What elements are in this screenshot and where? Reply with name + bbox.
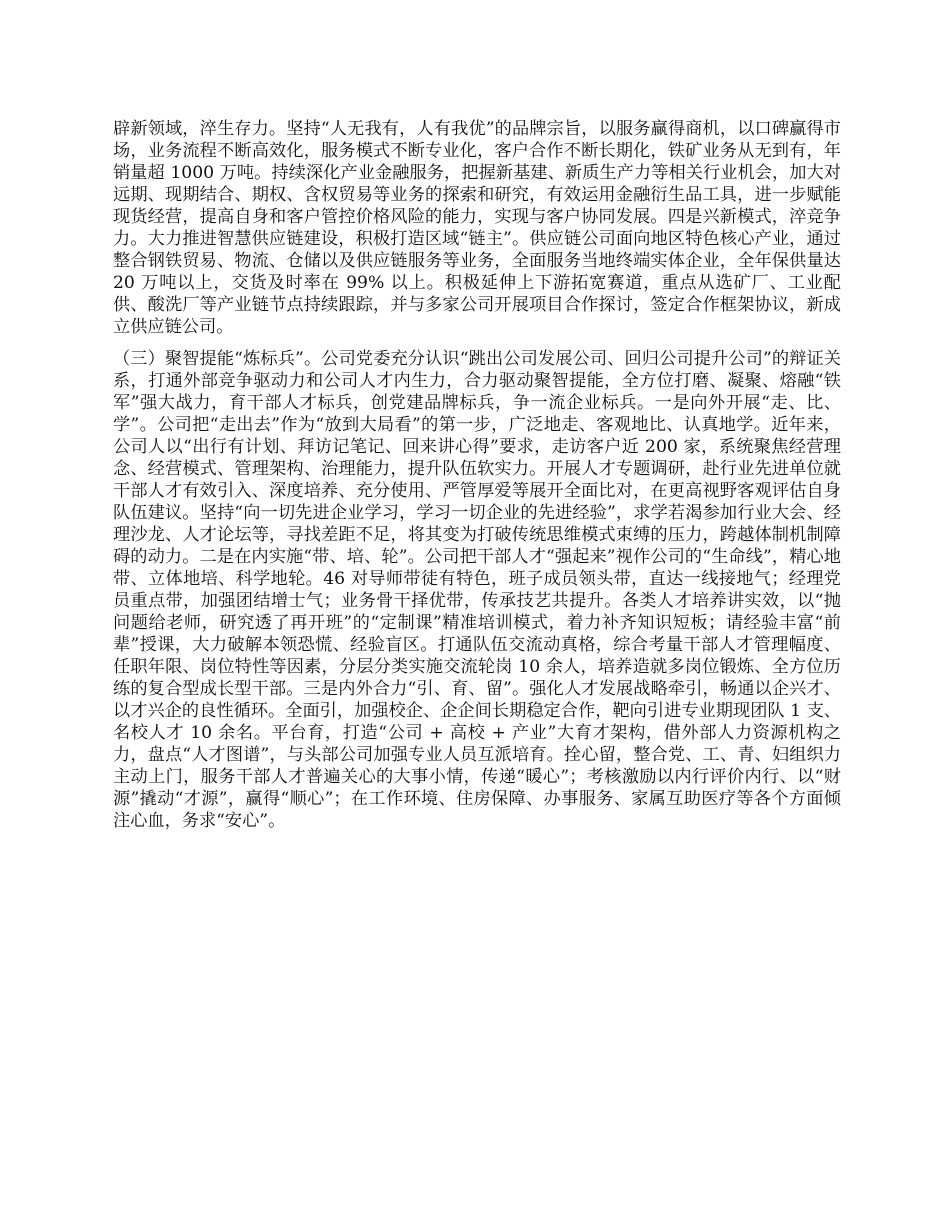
paragraph-body-2: （三）聚智提能“炼标兵”。公司党委充分认识“跳出公司发展公司、回归公司提升公司”的辩证关系，打通外部竞争驱动力和公司人才内生力，合力驱动聚智提能，全方位打磨、凝聚、熔融“铁军”强大战力，育干部人才标兵，创党建品牌标兵，争一流企业标兵。一是向外开展“走、比、学”。公司把“走出去”作为“放到大局看”的第一步，广泛地走、客观地比、认真地学。近年来，公司人以“出行有计划、拜访记笔记、回来讲心得”要求，走访客户近 200 家，系统聚焦经营理念、经营模式、管理架构、治理能力，提升队伍软实力。开展人才专题调研，赴行业先进单位就干部人才有效引入、深度培养、充分使用、严管厚爱等展开全面比对，在更高视野客观评估自身队伍建议。坚持“向一切先进企业学习，学习一切企业的先进经验”，求学若渴参加行业大会、经理沙龙、人才论坛等，寻找差距不足，将其变为打破传统思维模式束缚的压力，跨越体制机制障碍的动力。二是在内实施“带、培、轮”。公司把干部人才“强起来”视作公司的“生命线”，精心地带、立体地培、科学地轮。46 对导师带徒有特色，班子成员领头带，直达一线接地气；经理党员重点带，加强团结增士气；业务骨干择优带，传承技艺共提升。各类人才培养讲实效，以“抛问题给老师，研究透了再开班”的“定制课”精准培训模式，着力补齐知识短板；请经验丰富“前辈”授课，大力破解本领恐慌、经验盲区。打通队伍交流动真格，综合考量干部人才管理幅度、任职年限、岗位特性等因素，分层分类实施交流轮岗 10 余人，培养造就多岗位锻炼、全方位历练的复合型成长型干部。三是内外合力“引、育、留”。强化人才发展战略牵引，畅通以企兴才、以才兴企的良性循环。全面引，加强校企、企企间长期稳定合作，靶向引进专业期现团队 1 支、名校人才 10 余名。平台育，打造“公司 + 高校 + 产业”大育才架构，借外部人力资源机构之力，盘点“人才图谱”，与头部公司加强专业人员互派培育。拴心留，整合党、工、青、妇组织力主动上门，服务干部人才普遍关心的大事小情，传递“暖心”；考核激励以内行评价内行、以“财源”撬动“才源”，赢得“顺心”；在工作环境、住房保障、办事服务、家属互助医疗等各个方面倾注心血，务求“安心”。 [113,349,841,831]
document-page [113,118,841,832]
paragraph-body-1: 辟新领域，淬生存力。坚持“人无我有，人有我优”的品牌宗旨，以服务赢得商机，以口碑赢得市场，业务流程不断高效化，服务模式不断专业化，客户合作不断长期化，铁矿业务从无到有，年销量超 1000 万吨。持续深化产业金融服务，把握新基建、新质生产力等相关行业机会，加大对远期、现期结合、期权、含权贸易等业务的探索和研究，有效运用金融衍生品工具，进一步赋能现货经营，提高自身和客户管控价格风险的能力，实现与客户协同发展。四是兴新模式，淬竞争力。大力推进智慧供应链建设，积极打造区域“链主”。供应链公司面向地区特色核心产业，通过整合钢铁贸易、物流、仓储以及供应链服务等业务，全面服务当地终端实体企业，全年保供量达 20 万吨以上，交货及时率在 99% 以上。积极延伸上下游拓宽赛道，重点从选矿厂、工业配供、酸洗厂等产业链节点持续跟踪，并与多家公司开展项目合作探讨，签定合作框架协议，新成立供应链公司。 [113,119,841,337]
